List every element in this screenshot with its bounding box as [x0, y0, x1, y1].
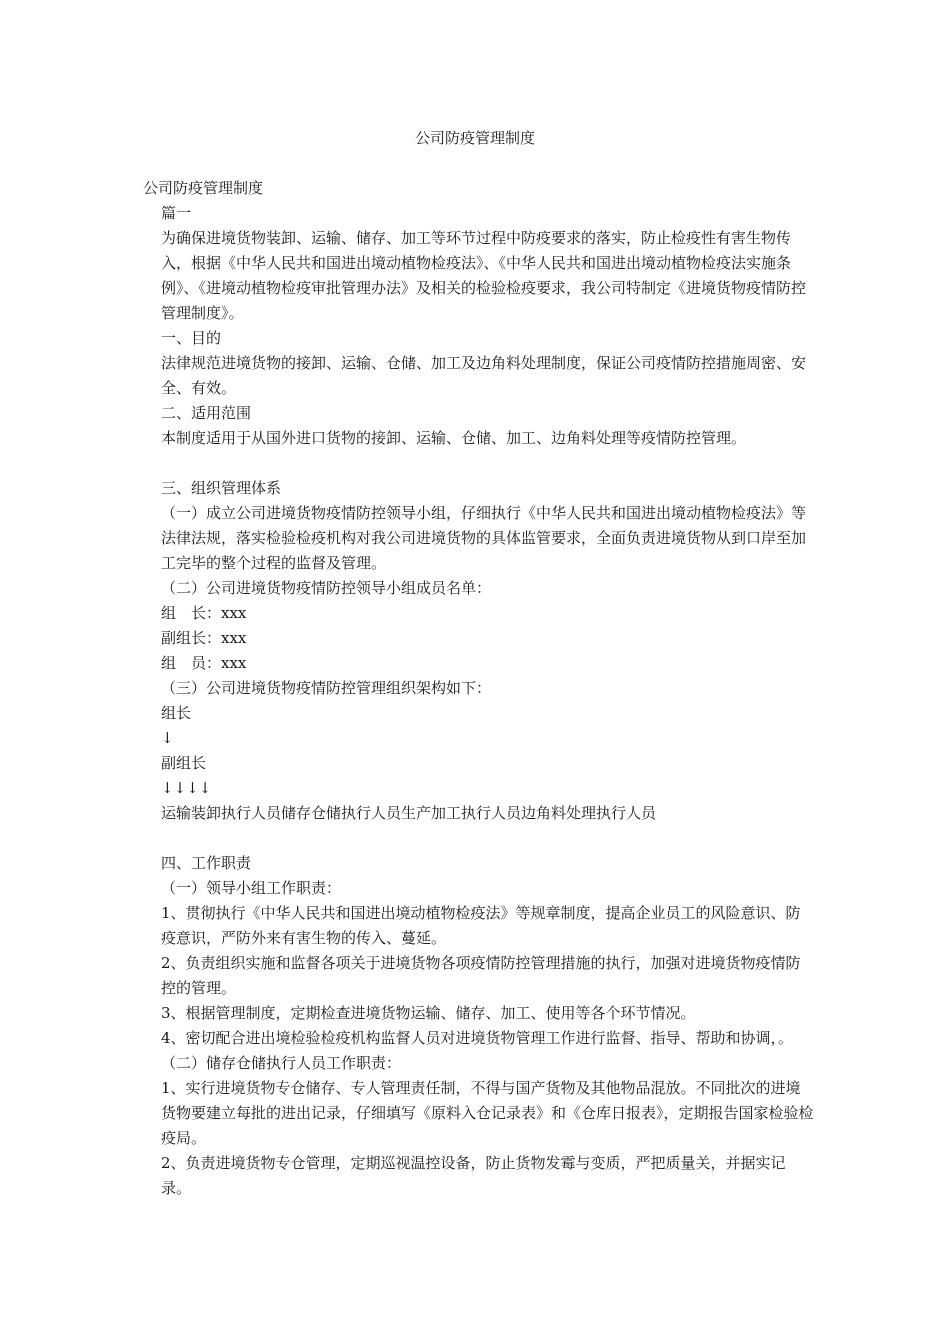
member-leader: 组 长：xxx	[161, 604, 247, 622]
storage-duty-1: 1、实行进境货物专仓储存、专人管理责任制，不得与国产货物及其他物品混放。不同批次的进境货物要建立每批的进出记录，仔细填写《原料入仓记录表》和《仓库日报表》，定期报告国家检验检疫局。	[161, 1079, 814, 1147]
org-chart-arrows: ↓↓↓↓	[161, 779, 212, 797]
organization-paragraph-1: （一）成立公司进境货物疫情防控领导小组，仔细执行《中华人民共和国进出境动植物检疫法》等法律法规，落实检验检疫机构对我公司进境货物的具体监管要求，全面负责进境货物从到口岸至加工完毕的整个过程的监督及管理。	[161, 504, 807, 572]
organization-paragraph-3: （三）公司进境货物疫情防控管理组织架构如下：	[161, 679, 492, 697]
document-title: 公司防疫管理制度	[414, 129, 535, 147]
section-label: 篇一	[161, 204, 192, 222]
duties-subheading-1: （一）领导小组工作职责：	[161, 879, 342, 897]
duty-item-3: 3、根据管理制度，定期检查进境货物运输、储存、加工、使用等各个环节情况。	[161, 1004, 696, 1022]
subtitle: 公司防疫管理制度	[143, 179, 264, 197]
storage-duty-2: 2、负责进境货物专仓管理，定期巡视温控设备，防止货物发霉与变质，严把质量关，并据实记录。	[161, 1154, 786, 1197]
member-staff: 组 员：xxx	[161, 654, 247, 672]
intro-paragraph: 为确保进境货物装卸、运输、储存、加工等环节过程中防疫要求的落实，防止检疫性有害生物传入，根据《中华人民共和国进出境动植物检疫法》、《中华人民共和国进出境动植物检疫法实施条例》、《进境动植物检疫审批管理办法》及相关的检验检疫要求，我公司特制定《进境货物疫情防控管理制度》。	[161, 229, 807, 322]
blank-line	[143, 826, 815, 851]
org-chart-roles: 运输装卸执行人员储存仓储执行人员生产加工执行人员边角料处理执行人员	[161, 804, 657, 822]
member-deputy: 副组长：xxx	[161, 629, 247, 647]
org-chart-deputy: 副组长	[161, 754, 207, 772]
duty-item-4: 4、密切配合进出境检验检疫机构监督人员对进境货物管理工作进行监督、指导、帮助和协调，。	[161, 1029, 794, 1047]
org-chart-leader: 组长	[161, 704, 192, 722]
heading-purpose: 一、目的	[161, 329, 222, 347]
heading-organization: 三、组织管理体系	[161, 479, 282, 497]
duty-item-2: 2、负责组织实施和监督各项关于进境货物各项疫情防控管理措施的执行，加强对进境货物疫情防控的管理。	[161, 954, 801, 997]
heading-duties: 四、工作职责	[161, 854, 252, 872]
heading-scope: 二、适用范围	[161, 404, 252, 422]
scope-paragraph: 本制度适用于从国外进口货物的接卸、运输、仓储、加工、边角料处理等疫情防控管理。	[161, 429, 747, 447]
duties-subheading-2: （二）储存仓储执行人员工作职责：	[161, 1054, 402, 1072]
duty-item-1: 1、贯彻执行《中华人民共和国进出境动植物检疫法》等规章制度，提高企业员工的风险意识、防疫意识，严防外来有害生物的传入、蔓延。	[161, 904, 801, 947]
org-chart-arrow: ↓	[161, 729, 174, 747]
organization-paragraph-2: （二）公司进境货物疫情防控领导小组成员名单：	[161, 579, 492, 597]
blank-line	[143, 451, 815, 476]
document-body	[143, 176, 815, 1201]
purpose-paragraph: 法律规范进境货物的接卸、运输、仓储、加工及边角料处理制度，保证公司疫情防控措施周密、安全、有效。	[161, 354, 807, 397]
